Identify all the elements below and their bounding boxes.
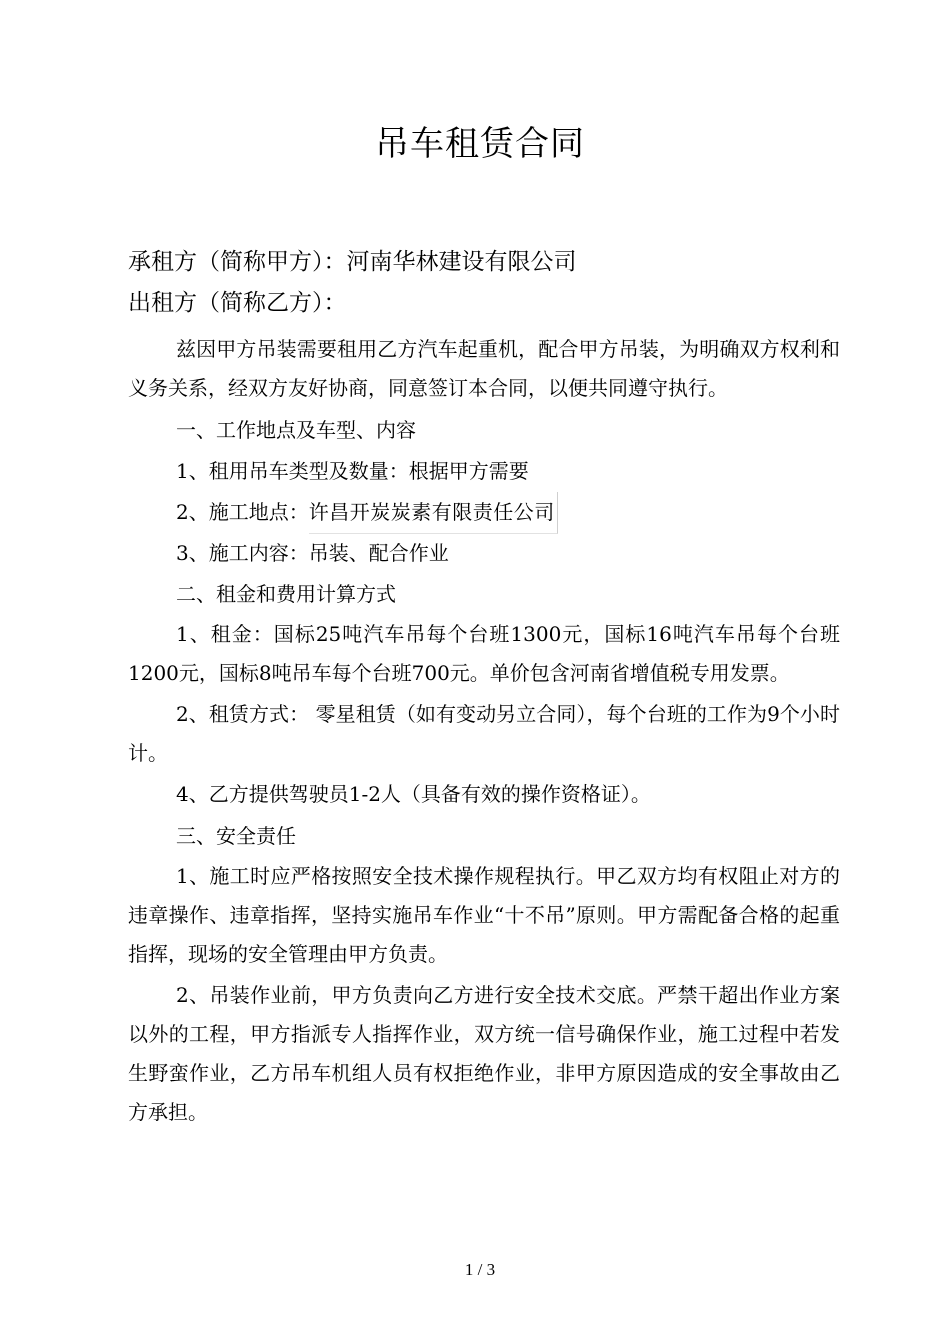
clause-lease-method: 2、租赁方式： 零星租赁（如有变动另立合同），每个台班的工作为9个小时计。 (128, 702, 840, 765)
site-label: 2、施工地点： (176, 500, 309, 524)
section-heading-safety: 三、安全责任 (176, 824, 296, 848)
clause-work-content: 3、施工内容：吊装、配合作业 (176, 541, 449, 565)
intro-paragraph: 兹因甲方吊装需要租用乙方汽车起重机，配合甲方吊装，为明确双方权利和义务关系，经双方友好协商，同意签订本合同，以便共同遵守执行。 (128, 337, 840, 400)
clause-rent: 1、租金：国标25吨汽车吊每个台班1300元，国标16吨汽车吊每个台班1200元，国标8吨吊车每个台班700元。单价包含河南省增值税专用发票。 (128, 622, 840, 685)
party-b-line: 出租方（简称乙方）： (128, 290, 347, 316)
clause-site (128, 492, 840, 533)
section-heading-rent: 二、租金和费用计算方式 (176, 582, 396, 606)
clause-crane-type: 1、租用吊车类型及数量：根据甲方需要 (176, 459, 529, 483)
clause-driver: 4、乙方提供驾驶员1-2人（具备有效的操作资格证）。 (176, 782, 651, 806)
clause-safety-2: 2、吊装作业前，甲方负责向乙方进行安全技术交底。严禁干超出作业方案以外的工程，甲方指派专人指挥作业，双方统一信号确保作业，施工过程中若发生野蛮作业，乙方吊车机组人员有权拒绝作业，非甲方原因造成的安全事故由乙方承担。 (128, 983, 840, 1124)
party-a-line: 承租方（简称甲方）：河南华林建设有限公司 (128, 249, 577, 275)
document-title: 吊车租赁合同 (375, 124, 585, 164)
contract-body (128, 330, 840, 1134)
section-heading-location: 一、工作地点及车型、内容 (176, 418, 416, 442)
site-value-field: 许昌开炭炭素有限责任公司 (309, 492, 558, 534)
clause-safety-1: 1、施工时应严格按照安全技术操作规程执行。甲乙双方均有权阻止对方的违章操作、违章指挥，坚持实施吊车作业“十不吊”原则。甲方需配备合格的起重指挥，现场的安全管理由甲方负责。 (128, 864, 840, 966)
page-number: 1 / 3 (464, 1260, 496, 1279)
